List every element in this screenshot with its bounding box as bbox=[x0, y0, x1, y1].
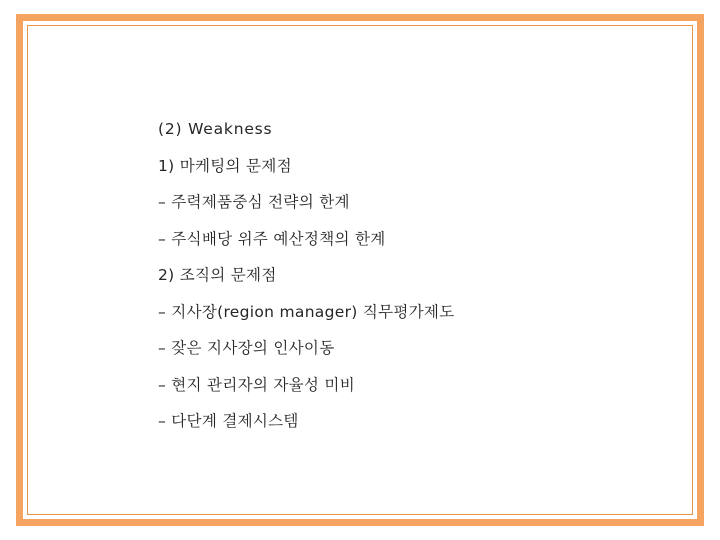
text-line-7: – 잦은 지사장의 인사이동 bbox=[158, 339, 335, 357]
text-line-4: – 주식배당 위주 예산정책의 한계 bbox=[158, 229, 386, 248]
text-line-8: – 현지 관리자의 자율성 미비 bbox=[158, 375, 355, 394]
text-line-6: – 지사장(region manager) 직무평가제도 bbox=[158, 302, 455, 321]
text-line-5: 2) 조직의 문제점 bbox=[158, 266, 277, 284]
text-line-9: – 다단계 결제시스템 bbox=[158, 412, 299, 430]
text-line-2: 1) 마케팅의 문제점 bbox=[158, 156, 292, 175]
text-line-1: (2) Weakness bbox=[158, 120, 273, 138]
text-line-3: – 주력제품중심 전략의 한계 bbox=[158, 193, 350, 211]
slide-body-text bbox=[158, 122, 638, 430]
